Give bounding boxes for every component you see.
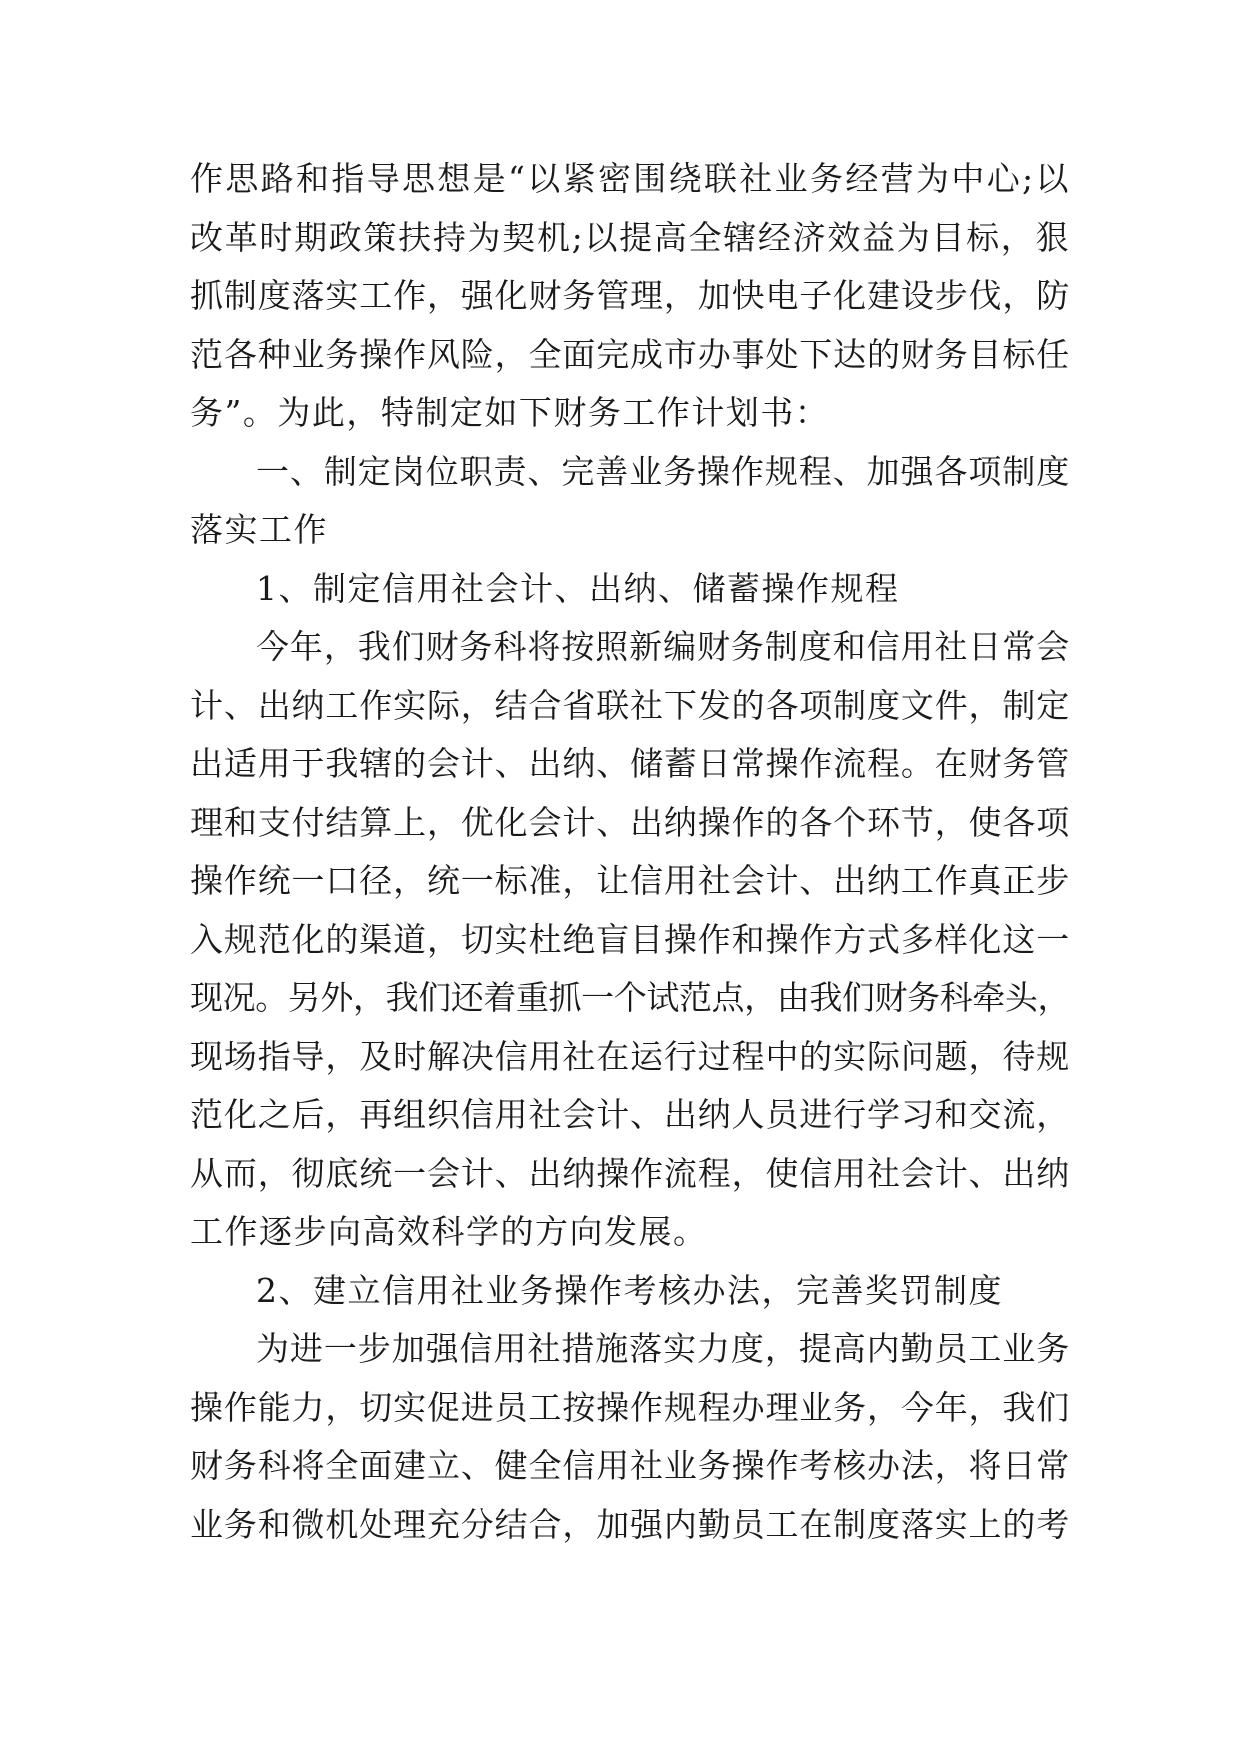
text-line: 业务和微机处理充分结合，加强内勤员工在制度落实上的考 xyxy=(190,1504,1070,1544)
text-line: 从而，彻底统一会计、出纳操作流程，使信用社会计、出纳 xyxy=(190,1153,1070,1193)
text-line: 操作能力，切实促进员工按操作规程办理业务，今年，我们 xyxy=(190,1387,1070,1427)
text-line: 财务科将全面建立、健全信用社业务操作考核办法，将日常 xyxy=(190,1446,1070,1485)
text-line: 计、出纳工作实际，结合省联社下发的各项制度文件，制定 xyxy=(190,685,1070,725)
text-line: 范化之后，再组织信用社会计、出纳人员进行学习和交流， xyxy=(190,1095,1070,1134)
text-line: 作思路和指导思想是“以紧密围绕联社业务经营为中心;以 xyxy=(190,159,1070,198)
text-line: 现场指导，及时解决信用社在运行过程中的实际问题，待规 xyxy=(190,1036,1070,1076)
text-line: 今年，我们财务科将按照新编财务制度和信用社日常会 xyxy=(256,627,1070,666)
text-line: 理和支付结算上，优化会计、出纳操作的各个环节，使各项 xyxy=(190,802,1070,842)
text-line: 出适用于我辖的会计、出纳、储蓄日常操作流程。在财务管 xyxy=(190,744,1070,783)
text-line: 抓制度落实工作，强化财务管理，加快电子化建设步伐，防 xyxy=(190,276,1070,315)
text-line: 为进一步加强信用社措施落实力度，提高内勤员工业务 xyxy=(256,1329,1070,1368)
text-line: 一、制定岗位职责、完善业务操作规程、加强各项制度 xyxy=(256,451,1070,491)
text-line: 工作逐步向高效科学的方向发展。 xyxy=(190,1212,708,1251)
text-line: 入规范化的渠道，切实杜绝盲目操作和操作方式多样化这一 xyxy=(190,919,1070,959)
text-line: 改革时期政策扶持为契机;以提高全辖经济效益为目标，狠 xyxy=(190,217,1070,257)
document-body xyxy=(190,150,1070,1554)
text-line: 落实工作 xyxy=(190,510,328,549)
text-line: 操作统一口径，统一标准，让信用社会计、出纳工作真正步 xyxy=(190,861,1070,900)
text-line: 1、制定信用社会计、出纳、储蓄操作规程 xyxy=(256,568,900,608)
text-line: 务”。为此，特制定如下财务工作计划书： xyxy=(190,393,830,432)
text-line: 范各种业务操作风险，全面完成市办事处下达的财务目标任 xyxy=(190,334,1070,374)
text-line: 现况。另外，我们还着重抓一个试范点，由我们财务科牵头， xyxy=(190,978,1070,1017)
text-line: 2、建立信用社业务操作考核办法，完善奖罚制度 xyxy=(256,1270,1003,1310)
